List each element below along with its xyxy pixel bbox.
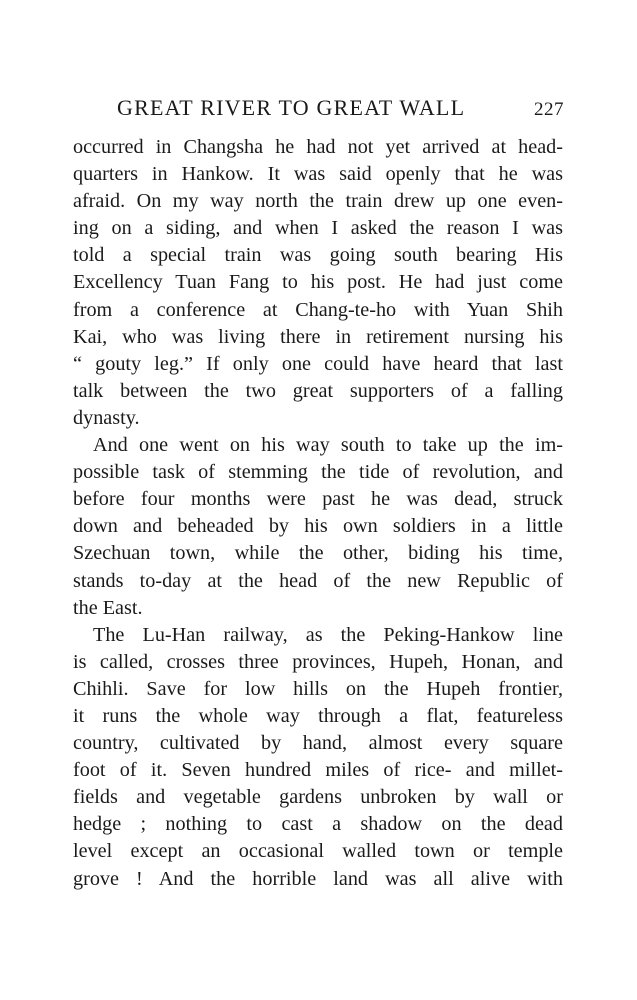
text-line: Excellency Tuan Fang to his post. He had just come bbox=[73, 271, 563, 294]
text-line: from a conference at Chang-te-ho with Yuan Shih bbox=[73, 298, 563, 321]
page-header bbox=[0, 95, 637, 129]
text-line: possible task of stemming the tide of revolution, and bbox=[73, 461, 563, 484]
paragraph-start-line: The Lu-Han railway, as the Peking-Hankow line bbox=[93, 623, 563, 646]
text-line: talk between the two great supporters of a falling bbox=[73, 379, 563, 402]
text-line: fields and vegetable gardens unbroken by wall or bbox=[73, 786, 563, 809]
text-line: down and beheaded by his own soldiers in a little bbox=[73, 515, 563, 538]
text-line: grove ! And the horrible land was all alive with bbox=[73, 867, 563, 890]
text-line: quarters in Hankow. It was said openly that he was bbox=[73, 163, 563, 186]
text-line: told a special train was going south bearing His bbox=[73, 244, 563, 267]
text-line: stands to-day at the head of the new Republic of bbox=[73, 569, 563, 592]
page-number: 227 bbox=[534, 99, 564, 120]
text-line: the East. bbox=[73, 596, 143, 619]
text-line: “ gouty leg.” If only one could have heard that last bbox=[73, 352, 563, 375]
text-line: hedge ; nothing to cast a shadow on the dead bbox=[73, 813, 563, 836]
text-line: dynasty. bbox=[73, 406, 140, 429]
text-line: Szechuan town, while the other, biding his time, bbox=[73, 542, 563, 565]
paragraph-start-line: And one went on his way south to take up the im- bbox=[93, 434, 563, 457]
text-line: country, cultivated by hand, almost every square bbox=[73, 732, 563, 755]
text-line: it runs the whole way through a flat, featureless bbox=[73, 704, 563, 727]
text-line: is called, crosses three provinces, Hupeh, Honan, and bbox=[73, 650, 563, 673]
text-line: level except an occasional walled town or temple bbox=[73, 840, 563, 863]
text-line: ing on a siding, and when I asked the reason I was bbox=[73, 217, 563, 240]
body-text bbox=[73, 134, 563, 893]
text-line: Kai, who was living there in retirement nursing his bbox=[73, 325, 563, 348]
text-line: occurred in Changsha he had not yet arrived at head- bbox=[73, 136, 563, 158]
text-line: foot of it. Seven hundred miles of rice- and millet- bbox=[73, 759, 563, 782]
text-line: Chihli. Save for low hills on the Hupeh frontier, bbox=[73, 677, 563, 700]
running-title: GREAT RIVER TO GREAT WALL bbox=[117, 95, 466, 120]
text-line: before four months were past he was dead, struck bbox=[73, 488, 563, 511]
text-line: afraid. On my way north the train drew up one even- bbox=[73, 190, 563, 213]
